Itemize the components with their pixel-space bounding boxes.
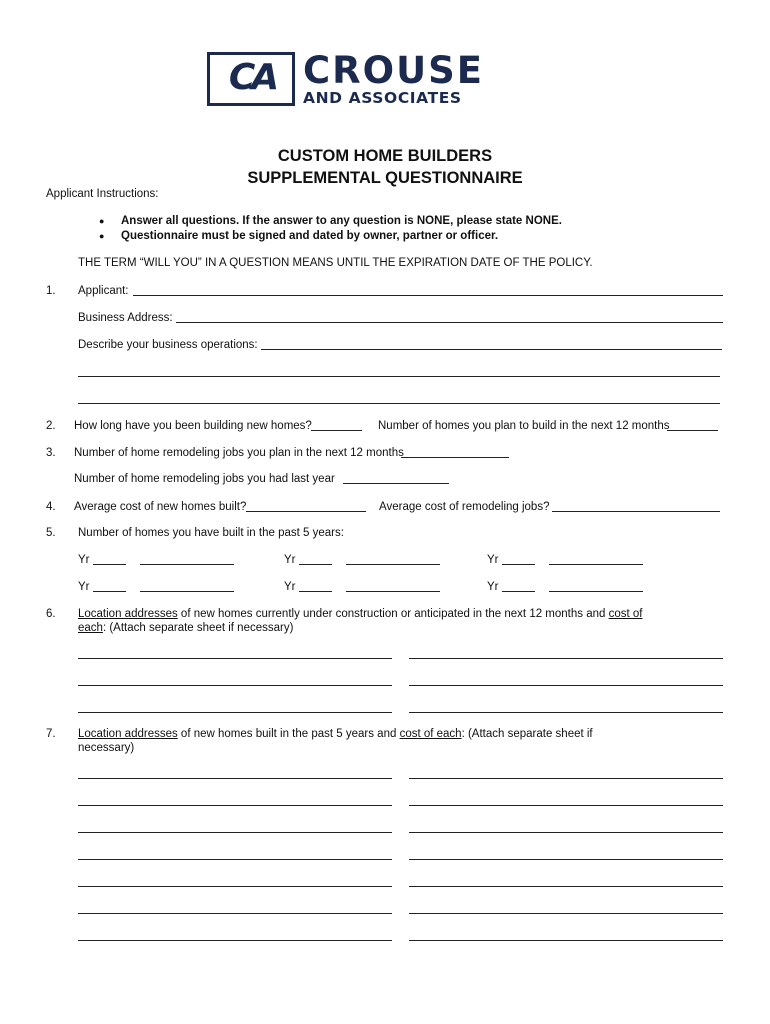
q1-operations-label: Describe your business operations:	[78, 339, 258, 351]
q3-remodel-last-year-label: Number of home remodeling jobs you had last year	[74, 473, 335, 485]
q2-number: 2.	[46, 420, 56, 432]
yr-field[interactable]	[93, 564, 126, 565]
yr-count-field[interactable]	[140, 591, 234, 592]
q7-text-line2: necessary)	[78, 742, 135, 754]
q3-number: 3.	[46, 447, 56, 459]
q7-cost-field[interactable]	[409, 913, 723, 914]
document-title-line1: CUSTOM HOME BUILDERS	[277, 147, 493, 165]
yr-field[interactable]	[93, 591, 126, 592]
q1-number: 1.	[46, 285, 56, 297]
q7-number: 7.	[46, 728, 56, 740]
avg-new-home-field[interactable]	[246, 511, 366, 512]
avg-remodel-field[interactable]	[552, 511, 720, 512]
q7-address-field[interactable]	[78, 832, 392, 833]
q6-each: each	[78, 622, 103, 634]
applicant-field[interactable]	[133, 295, 723, 296]
years-building-field[interactable]	[311, 430, 362, 431]
q4-avg-remodel-label: Average cost of remodeling jobs?	[379, 501, 550, 513]
yr-count-field[interactable]	[549, 591, 643, 592]
yr-count-field[interactable]	[549, 564, 643, 565]
q7-address-field[interactable]	[78, 859, 392, 860]
q7-cost-field[interactable]	[409, 778, 723, 779]
q6-location-addresses: Location addresses	[78, 608, 178, 620]
q7-address-field[interactable]	[78, 913, 392, 914]
bullet-icon: ●	[99, 231, 105, 241]
term-note: THE TERM “WILL YOU” IN A QUESTION MEANS UNTIL THE EXPIRATION DATE OF THE POLICY.	[78, 257, 593, 269]
q4-number: 4.	[46, 501, 56, 513]
q7-attach-note: : (Attach separate sheet if	[461, 728, 593, 740]
instruction-bullet-1: Answer all questions. If the answer to any question is NONE, please state NONE.	[121, 215, 562, 227]
yr-label: Yr	[284, 581, 296, 593]
q6-number: 6.	[46, 608, 56, 620]
q5-label: Number of homes you have built in the past 5 years:	[78, 527, 344, 539]
bullet-icon: ●	[99, 216, 105, 226]
q5-number: 5.	[46, 527, 56, 539]
yr-label: Yr	[78, 554, 90, 566]
q7-address-field[interactable]	[78, 940, 392, 941]
q6-address-field[interactable]	[78, 712, 392, 713]
instruction-bullet-2: Questionnaire must be signed and dated by owner, partner or officer.	[121, 230, 499, 242]
q7-location-addresses: Location addresses	[78, 728, 178, 740]
q7-cost-field[interactable]	[409, 859, 723, 860]
yr-label: Yr	[284, 554, 296, 566]
remodel-last-year-field[interactable]	[343, 483, 449, 484]
q3-remodel-planned-label: Number of home remodeling jobs you plan in the next 12 months	[74, 447, 404, 459]
q6-cost-of: cost of	[608, 608, 643, 620]
q6-text-line2	[78, 621, 293, 635]
q7-text-middle: of new homes built in the past 5 years and	[177, 728, 400, 740]
q4-avg-new-label: Average cost of new homes built?	[74, 501, 247, 513]
yr-count-field[interactable]	[140, 564, 234, 565]
q7-address-field[interactable]	[78, 778, 392, 779]
document-title-line2: SUPPLEMENTAL QUESTIONNAIRE	[247, 169, 523, 187]
q7-cost-field[interactable]	[409, 832, 723, 833]
yr-label: Yr	[78, 581, 90, 593]
q6-address-field[interactable]	[78, 658, 392, 659]
q6-attach-note: : (Attach separate sheet if necessary)	[102, 622, 294, 634]
yr-field[interactable]	[299, 564, 332, 565]
q7-address-field[interactable]	[78, 886, 392, 887]
homes-planned-field[interactable]	[667, 430, 718, 431]
q2-homes-planned-label: Number of homes you plan to build in the next 12 months	[378, 420, 670, 432]
q7-address-field[interactable]	[78, 805, 392, 806]
logo-company-name: CROUSE	[303, 49, 485, 92]
q6-address-field[interactable]	[78, 685, 392, 686]
operations-field[interactable]	[261, 349, 722, 350]
q6-cost-field[interactable]	[409, 685, 723, 686]
logo-monogram: CA	[228, 57, 276, 98]
operations-field-line3[interactable]	[78, 403, 720, 404]
yr-field[interactable]	[502, 591, 535, 592]
yr-field[interactable]	[299, 591, 332, 592]
logo-company-subtitle: AND ASSOCIATES	[303, 89, 462, 107]
q7-cost-of-each: cost of each	[399, 728, 462, 740]
yr-label: Yr	[487, 581, 499, 593]
q2-years-label: How long have you been building new homes?	[74, 420, 312, 432]
q7-text-line1	[78, 727, 593, 741]
q6-cost-field[interactable]	[409, 658, 723, 659]
yr-count-field[interactable]	[346, 591, 440, 592]
yr-field[interactable]	[502, 564, 535, 565]
instructions-heading: Applicant Instructions:	[46, 188, 159, 200]
q6-text-line1	[78, 607, 642, 621]
yr-label: Yr	[487, 554, 499, 566]
remodel-planned-field[interactable]	[401, 457, 509, 458]
q7-cost-field[interactable]	[409, 886, 723, 887]
q1-applicant-label: Applicant:	[78, 285, 129, 297]
q6-cost-field[interactable]	[409, 712, 723, 713]
yr-count-field[interactable]	[346, 564, 440, 565]
q7-cost-field[interactable]	[409, 805, 723, 806]
q6-text-middle: of new homes currently under construction or anticipated in the next 12 months and	[177, 608, 609, 620]
q1-business-address-label: Business Address:	[78, 312, 173, 324]
q7-cost-field[interactable]	[409, 940, 723, 941]
operations-field-line2[interactable]	[78, 376, 720, 377]
business-address-field[interactable]	[176, 322, 723, 323]
